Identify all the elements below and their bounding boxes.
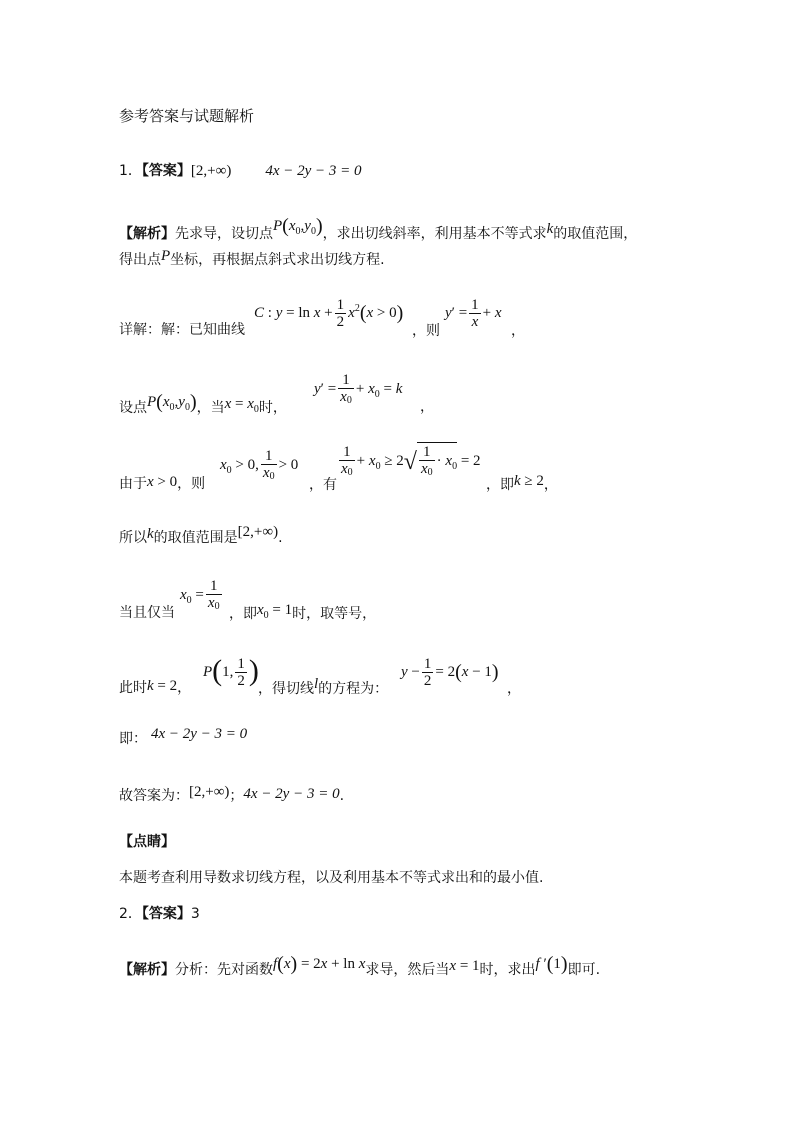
q1-set-a: 设点 — [119, 400, 147, 416]
q1-answer-interval: [2,+∞) — [190, 163, 232, 179]
q1-eq-a: 当且仅当 — [119, 605, 175, 621]
function-math: f(x) = 2x + ln x — [273, 953, 366, 975]
x0-eq-1-math: $x_0 = 1$ — [257, 602, 293, 621]
q1-since-e: ， — [543, 477, 558, 493]
final-interval-math: [2,+∞) — [189, 784, 230, 800]
q1-final-c: . — [339, 788, 345, 804]
x-eq-1-math: x = 1 — [449, 958, 480, 974]
q1-set-d: ， — [420, 399, 434, 415]
q2-analysis-a: 分析：先对函数 — [175, 962, 273, 978]
q1-comment-tag: 【点睛】 — [119, 834, 175, 850]
q1-then-b: ， — [177, 680, 192, 696]
q1-range-line — [119, 524, 283, 548]
f-prime-1-math: f ′(1) — [535, 953, 568, 975]
q1-then-e: ， — [507, 681, 521, 697]
q1-analysis-tag: 【解析】 — [119, 226, 175, 242]
tangent-eq-math: y − $\frac{1}{2}$ = 2(x − 1) — [401, 656, 499, 689]
am-gm-math: $\frac{1}{x0}$ + $x_0 \ge 2√$ $\frac{1}{x0}$ · $x_0 = 2$ — [341, 444, 481, 478]
q1-ie-eq: 4x − 2y − 3 = 0 — [151, 726, 248, 742]
q2-analysis-c: 时，求出 — [479, 962, 536, 978]
derivative-math: y′ = $\frac{1}{x}$ + x — [445, 297, 502, 330]
q2-answer: 3 — [190, 906, 200, 922]
q1-equality-line — [119, 603, 175, 623]
q1-since-line — [119, 474, 205, 494]
q1-analysis-b: ，求出切线斜率，利用基本不等式求 — [322, 226, 547, 242]
k-math: k — [546, 221, 554, 237]
point-p-math: $P(x_0,y_0)$ — [273, 215, 323, 237]
q1-set-line — [119, 391, 287, 420]
q1-then-c: ，得切线 — [258, 681, 314, 697]
k-eq-2-math: k = 2 — [147, 678, 178, 694]
q1-eq-b-line — [229, 603, 376, 623]
q1-range-c: . — [278, 530, 283, 546]
q1-analysis-e: 坐标，再根据点斜式求出切线方程. — [170, 252, 385, 268]
q1-eq-b: ，即 — [229, 606, 257, 622]
k-geq-2-math: k ≥ 2 — [514, 473, 544, 489]
q1-then-line — [119, 678, 191, 698]
q1-detail-b: ，则 — [412, 323, 440, 339]
q1-analysis-d: 得出点 — [119, 252, 161, 268]
final-eq-math: 4x − 2y − 3 = 0 — [243, 786, 340, 802]
l-math: l — [314, 676, 319, 692]
q1-detail-c: ， — [511, 323, 525, 339]
q2-answer-line — [119, 904, 200, 924]
x-positive-math: x > 0 — [147, 474, 178, 490]
page-title: 参考答案与试题解析 — [119, 107, 255, 125]
x-eq-x0-math: $x = x_0$ — [224, 396, 259, 415]
conditions-math: $x_0 > 0$, $\frac{1}{x0}$ > 0 — [220, 448, 299, 482]
q2-analysis-d: 即可. — [567, 962, 601, 978]
q1-then-a: 此时 — [119, 680, 147, 696]
q1-detail-line — [119, 320, 245, 340]
q1-analysis-line-2 — [119, 250, 385, 270]
p-math: P — [161, 248, 171, 264]
q1-answer-eq: 4x − 2y − 3 = 0 — [265, 163, 362, 179]
q1-comment: 本题考查利用导数求切线方程，以及利用基本不等式求出和的最小值. — [119, 870, 544, 886]
q2-analysis-line — [119, 953, 601, 980]
point-p-math-2: $P(x_0,y_0)$ — [147, 391, 197, 413]
q1-set-c: 时， — [258, 400, 287, 416]
q2-answer-tag: 【答案】 — [141, 906, 191, 922]
q1-since-d-line — [486, 474, 558, 494]
q2-analysis-tag: 【解析】 — [119, 962, 175, 978]
q1-then-c-line — [258, 678, 388, 698]
q1-ie-label: 即： — [119, 731, 147, 747]
q1-then-d: 的方程为： — [318, 681, 389, 697]
q1-number: 1． — [119, 163, 142, 179]
q1-final-line — [119, 786, 344, 806]
q1-ie-line — [119, 726, 248, 749]
q1-detail-a: 详解：解：已知曲线 — [119, 322, 245, 338]
q1-since-b: ，则 — [177, 476, 206, 492]
range-interval-math: [2,+∞) — [237, 524, 279, 540]
q1-since-c: ，有 — [309, 477, 337, 493]
q1-answer-tag: 【答案】 — [141, 163, 191, 179]
q1-eq-c: 时，取等号， — [292, 606, 377, 622]
q1-final-a: 故答案为： — [119, 788, 189, 804]
k-math-2: k — [147, 526, 154, 542]
q1-since-a: 由于 — [119, 476, 147, 492]
q1-answer-line — [119, 161, 362, 181]
q1-set-b: ，当 — [196, 400, 225, 416]
q1-range-b: 的取值范围是 — [153, 530, 238, 546]
q1-final-b: ； — [229, 788, 244, 804]
q1-analysis-a: 先求导，设切点 — [175, 226, 273, 242]
q2-analysis-b: 求导，然后当 — [365, 962, 450, 978]
q1-analysis-c: 的取值范围， — [553, 226, 638, 242]
q1-analysis-line-1 — [119, 215, 638, 246]
equality-math: $x_0$ = $\frac{1}{x0}$ — [180, 578, 220, 612]
curve-def-math: C : y = ln x + $\frac{1}{2}$ $x^2(x > 0)$ — [254, 297, 404, 330]
point-p-value-math: P(1, $\frac{1}{2}$ ) — [203, 654, 259, 690]
q1-since-d: ，即 — [486, 477, 514, 493]
q2-number: 2． — [119, 906, 142, 922]
q1-range-a: 所以 — [119, 530, 147, 546]
slope-math: y′ = $\frac{1}{x0}$ + $x_0 = k$ — [314, 372, 403, 406]
